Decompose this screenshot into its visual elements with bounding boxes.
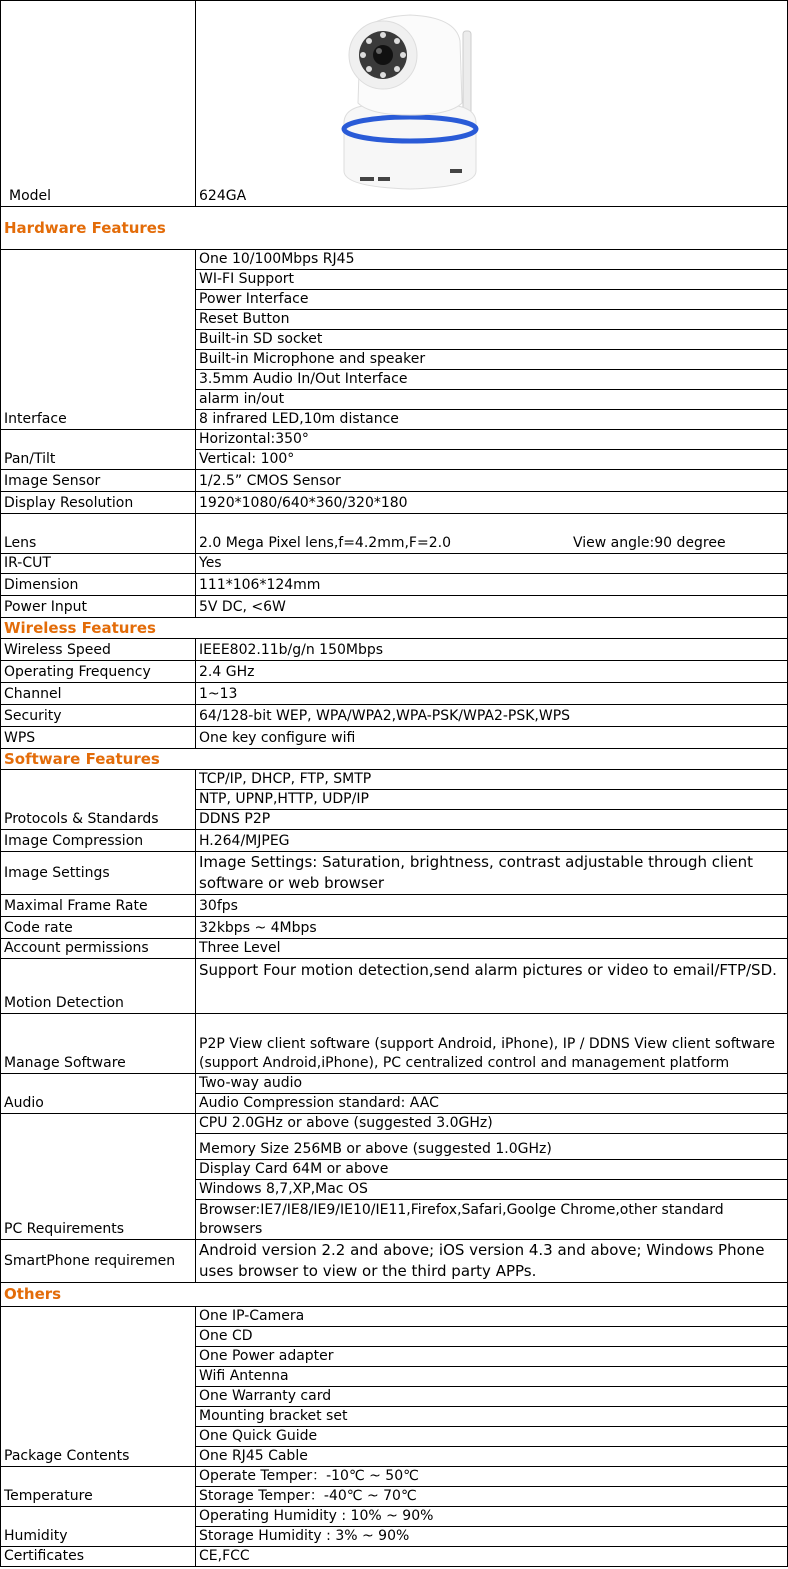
certificates-value: CE,FCC <box>196 1547 788 1567</box>
protocols-item: NTP, UPNP,HTTP, UDP/IP <box>196 790 788 810</box>
speed-label: Wireless Speed <box>1 639 196 661</box>
protocols-label: Protocols & Standards <box>1 770 196 830</box>
interface-item: WI-FI Support <box>196 270 788 290</box>
interface-item: alarm in/out <box>196 390 788 410</box>
interface-item: 8 infrared LED,10m distance <box>196 410 788 430</box>
sensor-value: 1/2.5” CMOS Sensor <box>196 470 788 492</box>
pc-item: Display Card 64M or above <box>196 1160 788 1180</box>
audio-item: Audio Compression standard: AAC <box>196 1094 788 1114</box>
settings-value: Image Settings: Saturation, brightness, contrast adjustable through client software or web browser <box>196 852 788 895</box>
motion-label: Motion Detection <box>1 959 196 1014</box>
package-item: One RJ45 Cable <box>196 1447 788 1467</box>
protocols-item: DDNS P2P <box>196 810 788 830</box>
protocols-item: TCP/IP, DHCP, FTP, SMTP <box>196 770 788 790</box>
interface-item: 3.5mm Audio In/Out Interface <box>196 370 788 390</box>
freq-value: 2.4 GHz <box>196 661 788 683</box>
motion-value: Support Four motion detection,send alarm pictures or video to email/FTP/SD. <box>196 959 788 1014</box>
resolution-value: 1920*1080/640*360/320*180 <box>196 492 788 514</box>
security-label: Security <box>1 705 196 727</box>
audio-label: Audio <box>1 1074 196 1114</box>
interface-label: Interface <box>1 250 196 430</box>
lens-label: Lens <box>1 514 196 554</box>
model-label: Model <box>1 1 196 207</box>
package-item: Wifi Antenna <box>196 1367 788 1387</box>
pantilt-label: Pan/Tilt <box>1 430 196 470</box>
lens-cell <box>196 514 788 554</box>
power-value: 5V DC, <6W <box>196 596 788 618</box>
humidity-item: Operating Humidity : 10% ~ 90% <box>196 1507 788 1527</box>
wps-label: WPS <box>1 727 196 749</box>
dimension-value: 111*106*124mm <box>196 574 788 596</box>
package-item: One IP-Camera <box>196 1307 788 1327</box>
power-label: Power Input <box>1 596 196 618</box>
pantilt-item: Horizontal:350° <box>196 430 788 450</box>
framerate-label: Maximal Frame Rate <box>1 895 196 917</box>
package-item: One Quick Guide <box>196 1427 788 1447</box>
wps-value: One key configure wifi <box>196 727 788 749</box>
certificates-label: Certificates <box>1 1547 196 1567</box>
smartphone-label: SmartPhone requiremen <box>1 1240 196 1283</box>
interface-item: Reset Button <box>196 310 788 330</box>
framerate-value: 30fps <box>196 895 788 917</box>
freq-label: Operating Frequency <box>1 661 196 683</box>
resolution-label: Display Resolution <box>1 492 196 514</box>
lens-value: 2.0 Mega Pixel lens,f=4.2mm,F=2.0 <box>199 535 451 551</box>
account-label: Account permissions <box>1 939 196 959</box>
manage-label: Manage Software <box>1 1014 196 1074</box>
settings-label: Image Settings <box>1 852 196 895</box>
pantilt-item: Vertical: 100° <box>196 450 788 470</box>
humidity-item: Storage Humidity : 3% ~ 90% <box>196 1527 788 1547</box>
package-item: Mounting bracket set <box>196 1407 788 1427</box>
section-software: Software Features <box>1 749 788 770</box>
sensor-label: Image Sensor <box>1 470 196 492</box>
interface-item: Built-in Microphone and speaker <box>196 350 788 370</box>
account-value: Three Level <box>196 939 788 959</box>
pc-item: Browser:IE7/IE8/IE9/IE10/IE11,Firefox,Safari,Goolge Chrome,other standard browsers <box>196 1200 788 1240</box>
pc-item: CPU 2.0GHz or above (suggested 3.0GHz) <box>196 1114 788 1134</box>
interface-item: One 10/100Mbps RJ45 <box>196 250 788 270</box>
temperature-item: Operate Temper：-10℃ ~ 50℃ <box>196 1467 788 1487</box>
channel-value: 1~13 <box>196 683 788 705</box>
dimension-label: Dimension <box>1 574 196 596</box>
ircut-value: Yes <box>196 554 788 574</box>
coderate-value: 32kbps ~ 4Mbps <box>196 917 788 939</box>
pc-label: PC Requirements <box>1 1114 196 1240</box>
section-hardware: Hardware Features <box>1 207 788 250</box>
package-label: Package Contents <box>1 1307 196 1467</box>
package-item: One CD <box>196 1327 788 1347</box>
interface-item: Power Interface <box>196 290 788 310</box>
audio-item: Two-way audio <box>196 1074 788 1094</box>
speed-value: IEEE802.11b/g/n 150Mbps <box>196 639 788 661</box>
pc-item: Windows 8,7,XP,Mac OS <box>196 1180 788 1200</box>
security-value: 64/128-bit WEP, WPA/WPA2,WPA-PSK/WPA2-PSK,WPS <box>196 705 788 727</box>
compression-label: Image Compression <box>1 830 196 852</box>
camera-image <box>330 11 500 199</box>
manage-value: P2P View client software (support Android, iPhone), IP / DDNS View client software (support Android,iPhone), PC centralized control and management platform <box>196 1014 788 1074</box>
ircut-label: IR-CUT <box>1 554 196 574</box>
coderate-label: Code rate <box>1 917 196 939</box>
smartphone-value: Android version 2.2 and above; iOS version 4.3 and above; Windows Phone uses browser to view or the third party APPs. <box>196 1240 788 1283</box>
section-wireless: Wireless Features <box>1 618 788 639</box>
humidity-label: Humidity <box>1 1507 196 1547</box>
package-item: One Warranty card <box>196 1387 788 1407</box>
model-value: 624GA <box>199 188 247 204</box>
pc-item: Memory Size 256MB or above (suggested 1.0GHz) <box>196 1134 788 1160</box>
package-item: One Power adapter <box>196 1347 788 1367</box>
temperature-label: Temperature <box>1 1467 196 1507</box>
channel-label: Channel <box>1 683 196 705</box>
temperature-item: Storage Temper：-40℃ ~ 70℃ <box>196 1487 788 1507</box>
section-others: Others <box>1 1283 788 1307</box>
interface-item: Built-in SD socket <box>196 330 788 350</box>
compression-value: H.264/MJPEG <box>196 830 788 852</box>
model-cell <box>196 1 788 207</box>
lens-angle: View angle:90 degree <box>573 535 726 551</box>
